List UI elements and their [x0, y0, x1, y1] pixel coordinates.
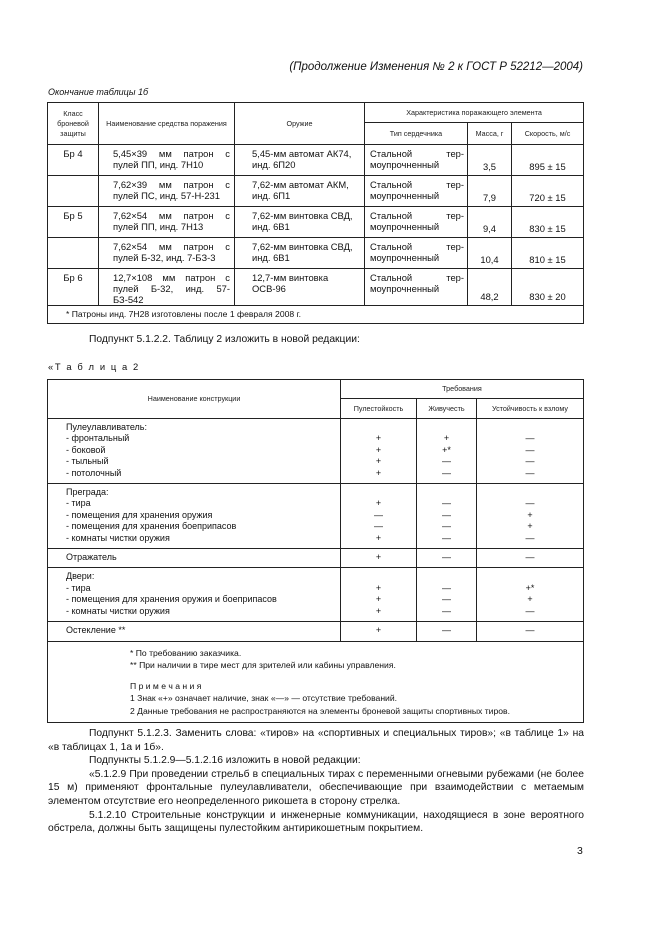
mark: — — [442, 498, 451, 509]
mark — [417, 487, 476, 498]
col-header-core: Тип сердечника — [365, 123, 468, 145]
page-number: 3 — [577, 845, 583, 857]
mark: + — [375, 467, 382, 478]
table-row — [48, 568, 584, 622]
cell-mark — [341, 484, 417, 549]
core-word: тер- — [446, 241, 464, 252]
cell-means: 12,7×108 мм патрон с пулей Б-32, инд. 57-БЗ-542 — [99, 269, 235, 306]
mark: + — [375, 552, 382, 563]
body-text — [48, 727, 584, 836]
cell-construction — [48, 568, 341, 622]
col-header-characteristic: Характеристика поражающего элемента — [365, 103, 584, 123]
col-header-mass: Масса, г — [468, 123, 512, 145]
cell-construction — [48, 419, 341, 484]
cell-mass: 10,4 — [468, 238, 512, 269]
mark: + — [375, 582, 382, 593]
core-word: тер- — [446, 272, 464, 283]
cell-mark — [477, 484, 584, 549]
mark: — — [525, 456, 535, 467]
cell-construction — [48, 484, 341, 549]
mark: + — [375, 532, 382, 543]
cell-mass: 7,9 — [468, 176, 512, 207]
core-word: Стальной — [370, 272, 413, 283]
mark: — — [442, 552, 451, 563]
cell-speed: 895 ± 15 — [512, 145, 584, 176]
mark: — — [374, 521, 383, 532]
mark — [417, 422, 476, 433]
cell-mark — [417, 419, 477, 484]
cell-class — [48, 176, 99, 207]
mark: — — [525, 444, 535, 455]
construction-line: Двери: — [66, 571, 95, 582]
col-header-name: Наименование конструкции — [48, 380, 341, 419]
mark: — — [442, 521, 451, 532]
paragraph-5122: Подпункт 5.1.2.2. Таблицу 2 изложить в новой редакции: — [89, 334, 360, 345]
cell-mark — [477, 549, 584, 568]
core-line — [370, 210, 464, 221]
mark: + — [443, 433, 450, 444]
cell-means: 7,62×54 мм патрон с пулей Б-32, инд. 7-БЗ-3 — [99, 238, 235, 269]
cell-class: Бр 4 — [48, 145, 99, 176]
note-line: 1 Знак «+» означает наличие, знак «—» — отсутствие требований. — [130, 693, 398, 704]
mark: +* — [525, 582, 535, 593]
mark — [477, 422, 583, 433]
col-header-requirements: Требования — [341, 380, 584, 399]
mark: — — [525, 433, 535, 444]
construction-line: Остекление ** — [66, 625, 126, 636]
cell-means: 5,45×39 мм патрон с пулей ПП, инд. 7Н10 — [99, 145, 235, 176]
table-1b — [47, 102, 584, 324]
construction-line: Отражатель — [66, 552, 117, 563]
construction-line: - тира — [66, 582, 91, 593]
cell-mark — [417, 484, 477, 549]
col-header-survivability: Живучесть — [417, 399, 477, 419]
col-header-break-in-resistance: Устойчивость к взлому — [477, 399, 584, 419]
construction-line: - тира — [66, 498, 91, 509]
cell-class — [48, 238, 99, 269]
note-line: * По требованию заказчика. — [130, 647, 242, 658]
cell-mass: 3,5 — [468, 145, 512, 176]
construction-line: - тыльный — [66, 456, 109, 467]
core-word: Стальной — [370, 179, 413, 190]
table1-caption: Окончание таблицы 1б — [48, 87, 149, 97]
cell-mark — [341, 568, 417, 622]
core-line: моупрочненный — [370, 159, 440, 170]
mark: — — [442, 625, 451, 636]
col-header-speed: Скорость, м/с — [512, 123, 584, 145]
cell-mark — [477, 622, 584, 641]
table-row — [48, 176, 584, 207]
cell-core — [365, 176, 468, 207]
mark: — — [525, 498, 535, 509]
paragraph: 5.1.2.10 Строительные конструкции и инженерные коммуникации, находящиеся в зоне вероятного обстрела, должны быть защищены пулестойким антирикошетным покрытием. — [48, 809, 584, 835]
mark: — — [442, 456, 451, 467]
mark: — — [442, 509, 451, 520]
paragraph: «5.1.2.9 При проведении стрельб в специальных тирах с переменными огневыми рубежами (не более 15 м) применяют фронтальные пулеулавливатели, обеспечивающие при взаимодействии с метаемым элементом отсутствие его неопределенного рикошета в сторону стрелка. — [48, 768, 584, 807]
core-word: тер- — [446, 179, 464, 190]
running-header: (Продолжение Изменения № 2 к ГОСТ Р 52212—2004) — [289, 61, 583, 73]
mark — [417, 571, 476, 582]
core-word: Стальной — [370, 148, 413, 159]
mark: + — [375, 456, 382, 467]
mark: + — [375, 605, 382, 616]
note-line — [130, 671, 583, 680]
mark: — — [374, 509, 383, 520]
cell-core — [365, 238, 468, 269]
paragraph: Подпункт 5.1.2.3. Заменить слова: «тиров» на «спортивных и специальных тиров»; «в таблице 1» на «в таблицах 1, 1а и 1б». — [48, 728, 584, 753]
table-row — [48, 269, 584, 306]
core-line — [370, 148, 464, 159]
cell-speed: 830 ± 15 — [512, 207, 584, 238]
cell-speed: 720 ± 15 — [512, 176, 584, 207]
cell-class: Бр 6 — [48, 269, 99, 306]
mark: — — [525, 532, 535, 543]
paragraph: Подпункты 5.1.2.9—5.1.2.16 изложить в новой редакции: — [89, 755, 361, 767]
table-row — [48, 549, 584, 568]
core-line — [370, 179, 464, 190]
cell-mark — [341, 622, 417, 641]
construction-line: - помещения для хранения оружия и боеприпасов — [66, 594, 277, 605]
construction-line: - помещения для хранения оружия — [66, 509, 213, 520]
construction-line: - комнаты чистки оружия — [66, 532, 170, 543]
mark: — — [442, 605, 451, 616]
core-line: моупрочненный — [370, 190, 440, 201]
construction-line: Пулеулавливатель: — [66, 422, 147, 432]
table-row — [48, 419, 584, 484]
table-row — [48, 145, 584, 176]
mark: + — [375, 444, 382, 455]
cell-construction — [48, 549, 341, 568]
cell-class: Бр 5 — [48, 207, 99, 238]
mark — [341, 487, 416, 498]
mark: — — [525, 552, 535, 563]
cell-means: 7,62×39 мм патрон с пулей ПС, инд. 57-Н-231 — [99, 176, 235, 207]
mark: — — [442, 582, 451, 593]
table-row — [48, 622, 584, 641]
table-2 — [47, 379, 584, 723]
cell-mass: 48,2 — [468, 269, 512, 306]
col-header-means: Наименование средства поражения — [99, 103, 235, 145]
core-line — [370, 241, 464, 252]
cell-weapon: 7,62-мм винтовка СВД, инд. 6В1 — [235, 207, 365, 238]
mark — [341, 571, 416, 582]
table-row — [48, 207, 584, 238]
construction-line: - фронтальный — [66, 433, 130, 444]
cell-weapon: 5,45-мм автомат АК74, инд. 6П20 — [235, 145, 365, 176]
cell-means: 7,62×54 мм патрон с пулей ПП, инд. 7Н13 — [99, 207, 235, 238]
mark: — — [525, 467, 535, 478]
mark: + — [375, 625, 382, 636]
cell-core — [365, 269, 468, 306]
core-line — [370, 272, 464, 283]
core-word: тер- — [446, 148, 464, 159]
construction-line: - помещения для хранения боеприпасов — [66, 521, 237, 532]
col-header-weapon: Оружие — [235, 103, 365, 145]
cell-weapon: 12,7-мм винтовка ОСВ-96 — [235, 269, 365, 306]
core-word: тер- — [446, 210, 464, 221]
mark: + — [527, 594, 533, 605]
mark: + — [527, 521, 533, 532]
mark: — — [442, 467, 451, 478]
construction-line: - боковой — [66, 444, 106, 455]
mark: + — [527, 509, 533, 520]
table-row — [48, 484, 584, 549]
cell-construction — [48, 622, 341, 641]
mark — [477, 487, 583, 498]
mark: — — [525, 625, 535, 636]
note-line: П р и м е ч а н и я — [130, 681, 202, 692]
mark — [477, 571, 583, 582]
core-word: Стальной — [370, 210, 413, 221]
cell-weapon: 7,62-мм автомат АКМ, инд. 6П1 — [235, 176, 365, 207]
construction-line: - комнаты чистки оружия — [66, 605, 170, 616]
cell-core — [365, 207, 468, 238]
mark: — — [442, 594, 451, 605]
table1-footnote: * Патроны инд. 7Н28 изготовлены после 1 февраля 2008 г. — [48, 306, 584, 324]
col-header-class: Класс броневой защиты — [48, 103, 99, 145]
cell-mark — [417, 622, 477, 641]
table2-caption: «Т а б л и ц а 2 — [48, 361, 140, 372]
mark: + — [375, 594, 382, 605]
cell-mark — [417, 568, 477, 622]
core-word: Стальной — [370, 241, 413, 252]
construction-line: - потолочный — [66, 467, 122, 478]
cell-mark — [477, 419, 584, 484]
mark: + — [375, 498, 382, 509]
cell-speed: 810 ± 15 — [512, 238, 584, 269]
core-line: моупрочненный — [370, 221, 440, 232]
core-line: моупрочненный — [370, 252, 440, 263]
core-line: моупрочненный — [370, 283, 440, 294]
mark: +* — [442, 444, 451, 455]
cell-speed: 830 ± 20 — [512, 269, 584, 306]
mark: — — [442, 532, 451, 543]
cell-mark — [341, 549, 417, 568]
cell-mark — [477, 568, 584, 622]
mark: — — [525, 605, 535, 616]
construction-line: Преграда: — [66, 487, 109, 498]
table-row — [48, 238, 584, 269]
mark — [341, 422, 416, 433]
cell-mark — [417, 549, 477, 568]
cell-mark — [341, 419, 417, 484]
note-line: 2 Данные требования не распространяются на элементы броневой защиты спортивных тиров. — [130, 705, 510, 716]
table2-notes — [48, 641, 584, 722]
col-header-bullet-resistance: Пулестойкость — [341, 399, 417, 419]
mark: + — [375, 433, 382, 444]
cell-core — [365, 145, 468, 176]
cell-weapon: 7,62-мм винтовка СВД, инд. 6В1 — [235, 238, 365, 269]
cell-mass: 9,4 — [468, 207, 512, 238]
note-line: ** При наличии в тире мест для зрителей или кабины управления. — [130, 659, 396, 670]
